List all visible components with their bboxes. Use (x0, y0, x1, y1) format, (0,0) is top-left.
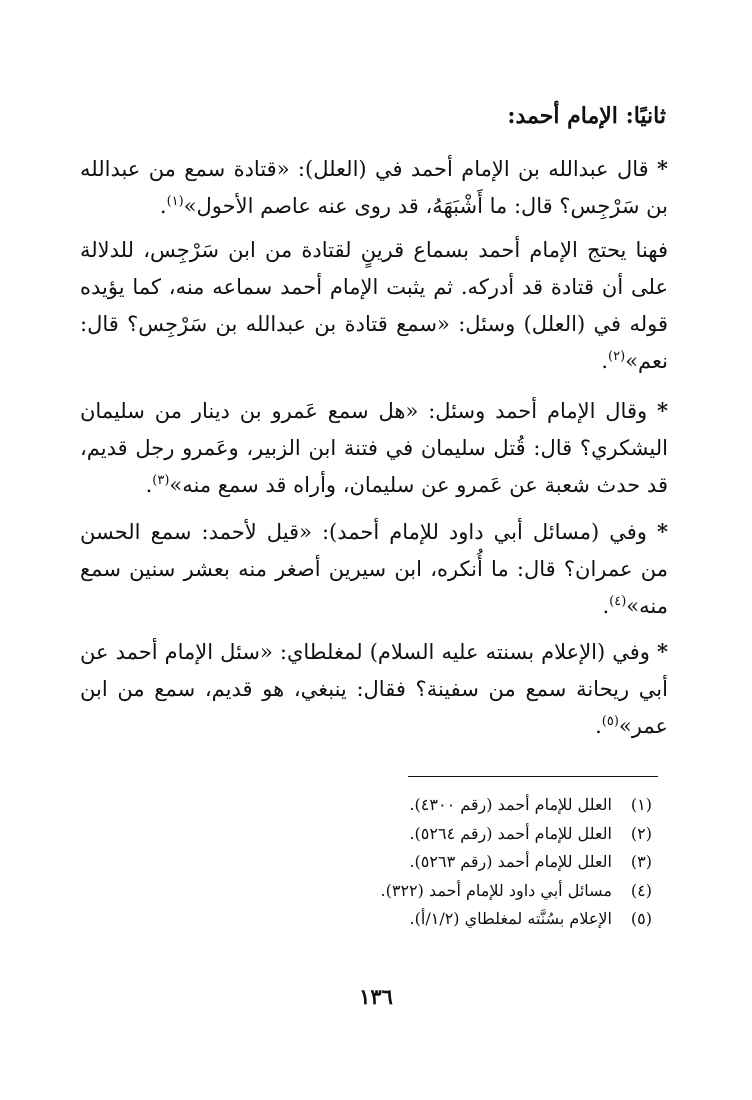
paragraph-end: . (601, 349, 609, 373)
paragraph-4 (80, 513, 668, 625)
footnote-reference[interactable]: (١) (166, 194, 184, 209)
footnote-item (232, 791, 652, 820)
footnote-text: العلل للإمام أحمد (رقم ٤٣٠٠). (409, 795, 612, 814)
paragraph-end: . (602, 594, 610, 618)
footnote-text: الإعلام بسُنَّته لمغلطاي (١/٢/أ). (409, 909, 612, 928)
footnote-text: مسائل أبي داود للإمام أحمد (٣٢٢). (380, 880, 612, 900)
paragraph-text: وفي (الإعلام بسنته عليه السلام) لمغلطاي: «سئل الإمام أحمد عن أبي ريحانة سمع من سفينة؟ فقال: ينبغي، هو قديم، سمع من ابن عمر» (80, 640, 668, 738)
footnote-item (232, 877, 652, 906)
paragraph-end: . (595, 714, 602, 738)
paragraph-marker: * (657, 639, 668, 664)
paragraph-5 (80, 633, 668, 745)
footnote-reference[interactable]: (٢) (608, 349, 626, 364)
footnote-divider (408, 776, 658, 777)
footnote-reference[interactable]: (٣) (152, 473, 170, 488)
paragraph-text: فهنا يحتج الإمام أحمد بسماع قرينٍ لقتادة من ابن سَرْجِس، للدلالة على أن قتادة قد أدركه. ثم يثبت الإمام أحمد سماعه منه، كما يؤيده قوله في (العلل) وسئل: «سمع قتادة بن عبدالله بن سَرْجِس؟ قال: نعم» (80, 238, 668, 373)
footnote-text: العلل للإمام أحمد (رقم ٥٢٦٤). (409, 823, 612, 843)
footnote-reference[interactable]: (٥) (601, 714, 619, 729)
paragraph-3 (80, 392, 668, 504)
footnote-number: (٣) (630, 852, 652, 871)
footnote-item (232, 905, 652, 934)
paragraph-2 (80, 232, 668, 380)
paragraph-text: وفي (مسائل أبي داود للإمام أحمد): «قيل لأحمد: سمع الحسن من عمران؟ قال: ما أُنكره، ابن سيرين أصغر منه بعشر سنين سمع منه» (80, 520, 668, 618)
footnote-number: (١) (630, 795, 652, 814)
footnote-number: (٤) (630, 880, 652, 900)
footnote-reference[interactable]: (٤) (609, 594, 627, 609)
paragraph-marker: * (657, 156, 668, 181)
footnote-item (232, 820, 652, 849)
paragraph-end: . (145, 473, 153, 497)
paragraph-1 (80, 150, 668, 225)
section-heading: ثانيًا: الإمام أحمد: (507, 103, 666, 129)
footnote-number: (٢) (630, 823, 652, 843)
page-number: ١٣٦ (359, 984, 393, 1009)
footnote-number: (٥) (630, 909, 652, 928)
paragraph-end: . (159, 194, 167, 218)
footnote-text: العلل للإمام أحمد (رقم ٥٢٦٣). (409, 852, 612, 871)
footnote-item (232, 848, 652, 877)
paragraph-marker: * (657, 398, 668, 423)
paragraph-text: قال عبدالله بن الإمام أحمد في (العلل): «قتادة سمع من عبدالله بن سَرْجِس؟ قال: ما أَشْبَهَهُ، قد روى عنه عاصم الأحول» (80, 157, 668, 218)
paragraph-marker: * (657, 519, 668, 544)
paragraph-text: وقال الإمام أحمد وسئل: «هل سمع عَمرو بن دينار من سليمان اليشكري؟ قال: قُتل سليمان في فتنة ابن الزبير، وعَمرو رجل قديم، قد حدث شعبة عن عَمرو عن سليمان، وأراه قد سمع منه» (80, 399, 668, 497)
footnotes-list (232, 791, 652, 934)
